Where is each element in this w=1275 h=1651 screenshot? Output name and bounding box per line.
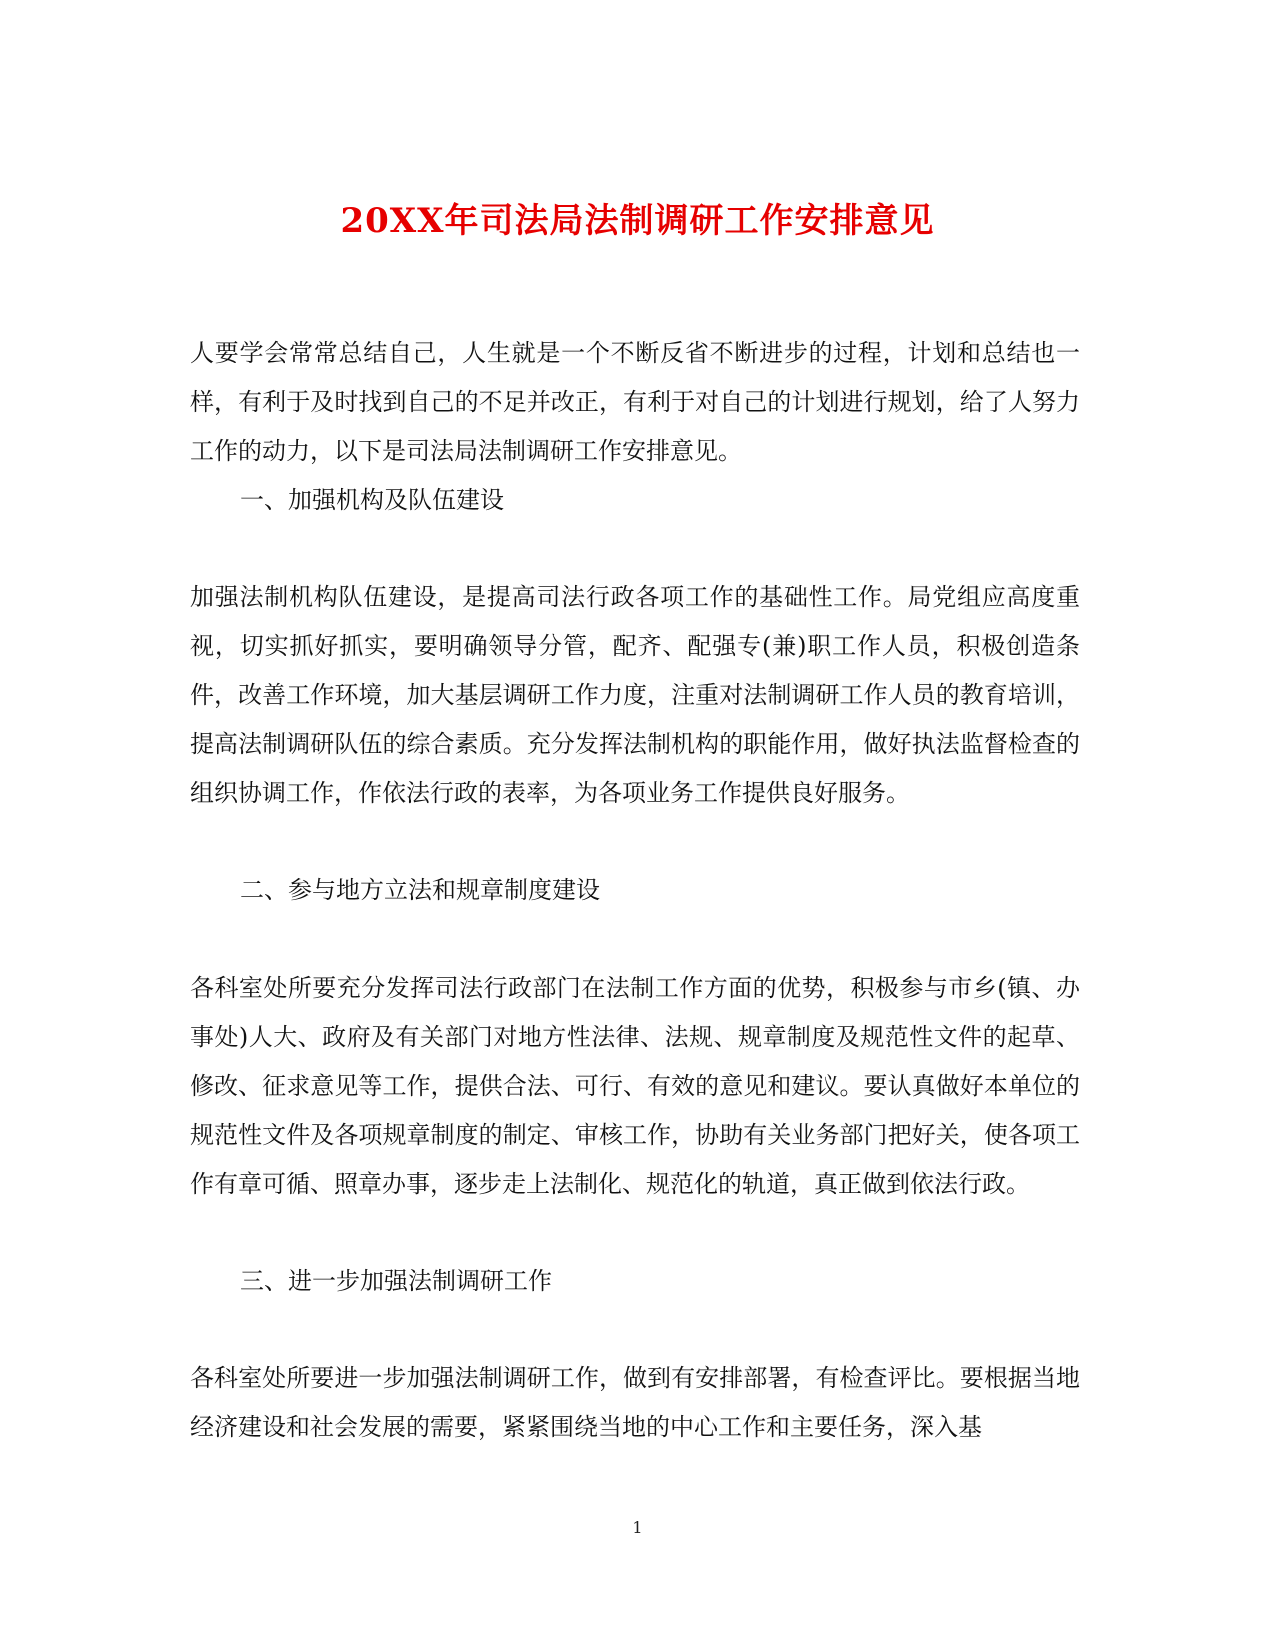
section-heading-2: 二、参与地方立法和规章制度建设 [240,876,600,904]
section-body-1: 加强法制机构队伍建设，是提高司法行政各项工作的基础性工作。局党组应高度重视，切实抓好抓实，要明确领导分管，配齐、配强专(兼)职工作人员，积极创造条件，改善工作环境，加大基层调研工作力度，注重对法制调研工作人员的教育培训，提高法制调研队伍的综合素质。充分发挥法制机构的职能作用，做好执法监督检查的组织协调工作，作依法行政的表率，为各项业务工作提供良好服务。 [190,583,1080,807]
document-title: 20XX年司法局法制调研工作安排意见 [340,200,935,241]
section-heading-1: 一、加强机构及队伍建设 [240,486,504,514]
intro-paragraph: 人要学会常常总结自己，人生就是一个不断反省不断进步的过程，计划和总结也一样，有利于及时找到自己的不足并改正，有利于对自己的计划进行规划，给了人努力工作的动力，以下是司法局法制调研工作安排意见。 [190,339,1080,465]
section-heading-3: 三、进一步加强法制调研工作 [240,1267,552,1295]
section-body-2: 各科室处所要充分发挥司法行政部门在法制工作方面的优势，积极参与市乡(镇、办事处)人大、政府及有关部门对地方性法律、法规、规章制度及规范性文件的起草、修改、征求意见等工作，提供合法、可行、有效的意见和建议。要认真做好本单位的规范性文件及各项规章制度的制定、审核工作，协助有关业务部门把好关，使各项工作有章可循、照章办事，逐步走上法制化、规范化的轨道，真正做到依法行政。 [190,974,1080,1198]
section-body-3: 各科室处所要进一步加强法制调研工作，做到有安排部署，有检查评比。要根据当地经济建设和社会发展的需要，紧紧围绕当地的中心工作和主要任务，深入基 [190,1364,1080,1441]
page-number: 1 [632,1518,643,1537]
